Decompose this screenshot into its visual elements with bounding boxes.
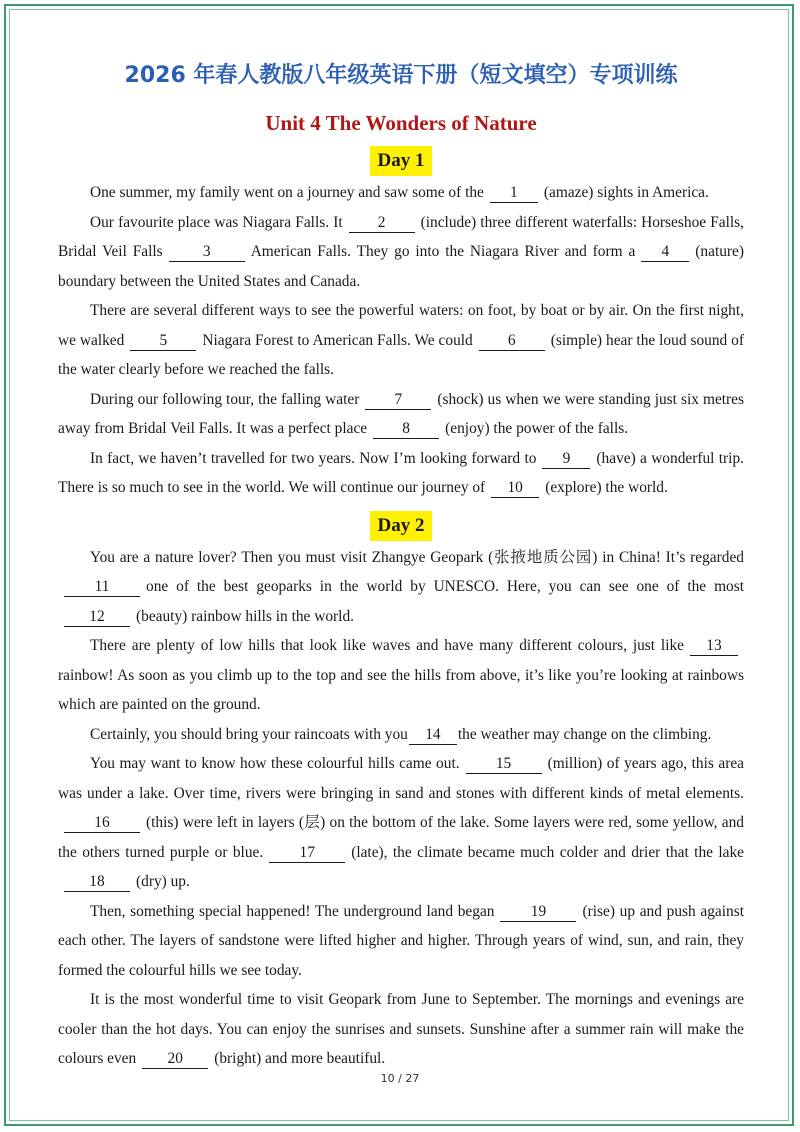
text-run: (explore) the world. bbox=[545, 479, 668, 496]
blank-3: 3 bbox=[169, 243, 245, 262]
document-body bbox=[58, 56, 744, 1074]
blank-1: 1 bbox=[490, 184, 538, 203]
day2-paragraph-1 bbox=[58, 543, 744, 632]
day2-label: Day 2 bbox=[370, 511, 433, 541]
day1-paragraph-1 bbox=[58, 178, 744, 208]
day1-paragraph-5 bbox=[58, 444, 744, 503]
blank-13: 13 bbox=[690, 637, 738, 656]
text-run: (include) three different waterfalls: Horseshoe Falls, Bridal Veil Falls bbox=[58, 213, 745, 260]
day1-label: Day 1 bbox=[370, 146, 433, 176]
text-run: In fact, we haven’t travelled for two years. Now I’m looking forward to bbox=[90, 449, 537, 467]
text-run: You are a nature lover? Then you must visit Zhangye Geopark (张掖地质公园) in China! It’s regarded bbox=[90, 548, 744, 566]
day2-paragraph-5 bbox=[58, 897, 744, 986]
day2-paragraph-6 bbox=[58, 985, 744, 1074]
blank-14: 14 bbox=[409, 726, 457, 745]
day1-paragraph-3 bbox=[58, 296, 744, 385]
text-run: One summer, my family went on a journey and saw some of the bbox=[90, 184, 484, 201]
text-run: Then, something special happened! The underground land began bbox=[90, 902, 495, 920]
blank-6: 6 bbox=[479, 332, 545, 351]
text-run: (late), the climate became much colder and drier that the lake bbox=[351, 843, 744, 861]
day2-paragraph-2 bbox=[58, 631, 744, 720]
blank-17: 17 bbox=[269, 844, 345, 863]
text-run: (have) a wonderful trip. There is so much to see in the world. We will continue our journey of bbox=[58, 449, 744, 496]
day1-paragraph-2 bbox=[58, 208, 744, 297]
day1-paragraph-4 bbox=[58, 385, 744, 444]
text-run: one of the best geoparks in the world by UNESCO. Here, you can see one of the most bbox=[146, 578, 744, 595]
blank-19: 19 bbox=[500, 903, 576, 922]
text-run: (this) were left in layers (层) on the bottom of the lake. Some layers were red, some yellow, and the others turned purple or blue. bbox=[58, 814, 744, 861]
blank-2: 2 bbox=[349, 214, 415, 233]
text-run: (rise) up and push against each other. The layers of sandstone were lifted higher and higher. Through years of wind, sun, and rain, they formed the colourful hills we see today. bbox=[58, 902, 744, 979]
text-run: (nature) boundary between the United States and Canada. bbox=[58, 243, 745, 290]
blank-18: 18 bbox=[64, 873, 130, 892]
day2-paragraph-4 bbox=[58, 749, 744, 897]
text-run: (beauty) rainbow hills in the world. bbox=[136, 607, 354, 625]
text-run: the weather may change on the climbing. bbox=[457, 725, 712, 743]
day2-paragraph-3 bbox=[58, 720, 744, 750]
blank-10: 10 bbox=[491, 479, 539, 498]
unit-title: Unit 4 The Wonders of Nature bbox=[265, 111, 537, 135]
text-run: During our following tour, the falling water bbox=[90, 390, 360, 408]
text-run: You may want to know how these colourful hills came out. bbox=[90, 755, 460, 772]
text-run: Niagara Forest to American Falls. We could bbox=[202, 331, 473, 349]
blank-4: 4 bbox=[641, 243, 689, 262]
text-run: (shock) us when we were standing just six metres away from Bridal Veil Falls. It was a perfect place bbox=[58, 390, 744, 437]
text-run: (million) of years ago, this area was under a lake. Over time, rivers were bringing in sand and stones with different kinds of metal elements. bbox=[58, 755, 744, 802]
blank-11: 11 bbox=[64, 578, 140, 597]
blank-15: 15 bbox=[466, 755, 542, 774]
page-number: 10 / 27 bbox=[380, 1072, 420, 1085]
text-run: American Falls. They go into the Niagara River and form a bbox=[250, 243, 636, 260]
text-run: rainbow! As soon as you climb up to the top and see the hills from above, it’s like you’re looking at rainbows which are painted on the ground. bbox=[58, 666, 744, 713]
text-run: Our favourite place was Niagara Falls. It bbox=[90, 213, 343, 231]
day1-heading bbox=[58, 142, 744, 178]
document-title: 2026 年春人教版八年级英语下册（短文填空）专项训练 bbox=[124, 63, 678, 88]
text-run: It is the most wonderful time to visit Geopark from June to September. The mornings and evenings are cooler than the hot days. You can enjoy the sunrises and sunsets. Sunshine after a summer rain will make the colours even bbox=[58, 991, 744, 1067]
blank-5: 5 bbox=[130, 332, 196, 351]
text-run: (dry) up. bbox=[136, 873, 190, 890]
blank-9: 9 bbox=[542, 450, 590, 469]
text-run: (simple) hear the loud sound of the water clearly before we reached the falls. bbox=[58, 331, 744, 378]
text-run: There are several different ways to see the powerful waters: on foot, by boat or by air. On the first night, we walked bbox=[58, 302, 744, 349]
text-run: Certainly, you should bring your raincoats with you bbox=[90, 725, 408, 743]
blank-16: 16 bbox=[64, 814, 140, 833]
text-run: There are plenty of low hills that look like waves and have many different colours, just like bbox=[90, 637, 684, 654]
blank-12: 12 bbox=[64, 608, 130, 627]
text-run: (bright) and more beautiful. bbox=[214, 1050, 386, 1067]
blank-20: 20 bbox=[142, 1050, 208, 1069]
text-run: (enjoy) the power of the falls. bbox=[445, 420, 629, 437]
blank-7: 7 bbox=[365, 391, 431, 410]
day2-heading bbox=[58, 507, 744, 543]
blank-8: 8 bbox=[373, 420, 439, 439]
text-run: (amaze) sights in America. bbox=[543, 184, 709, 201]
